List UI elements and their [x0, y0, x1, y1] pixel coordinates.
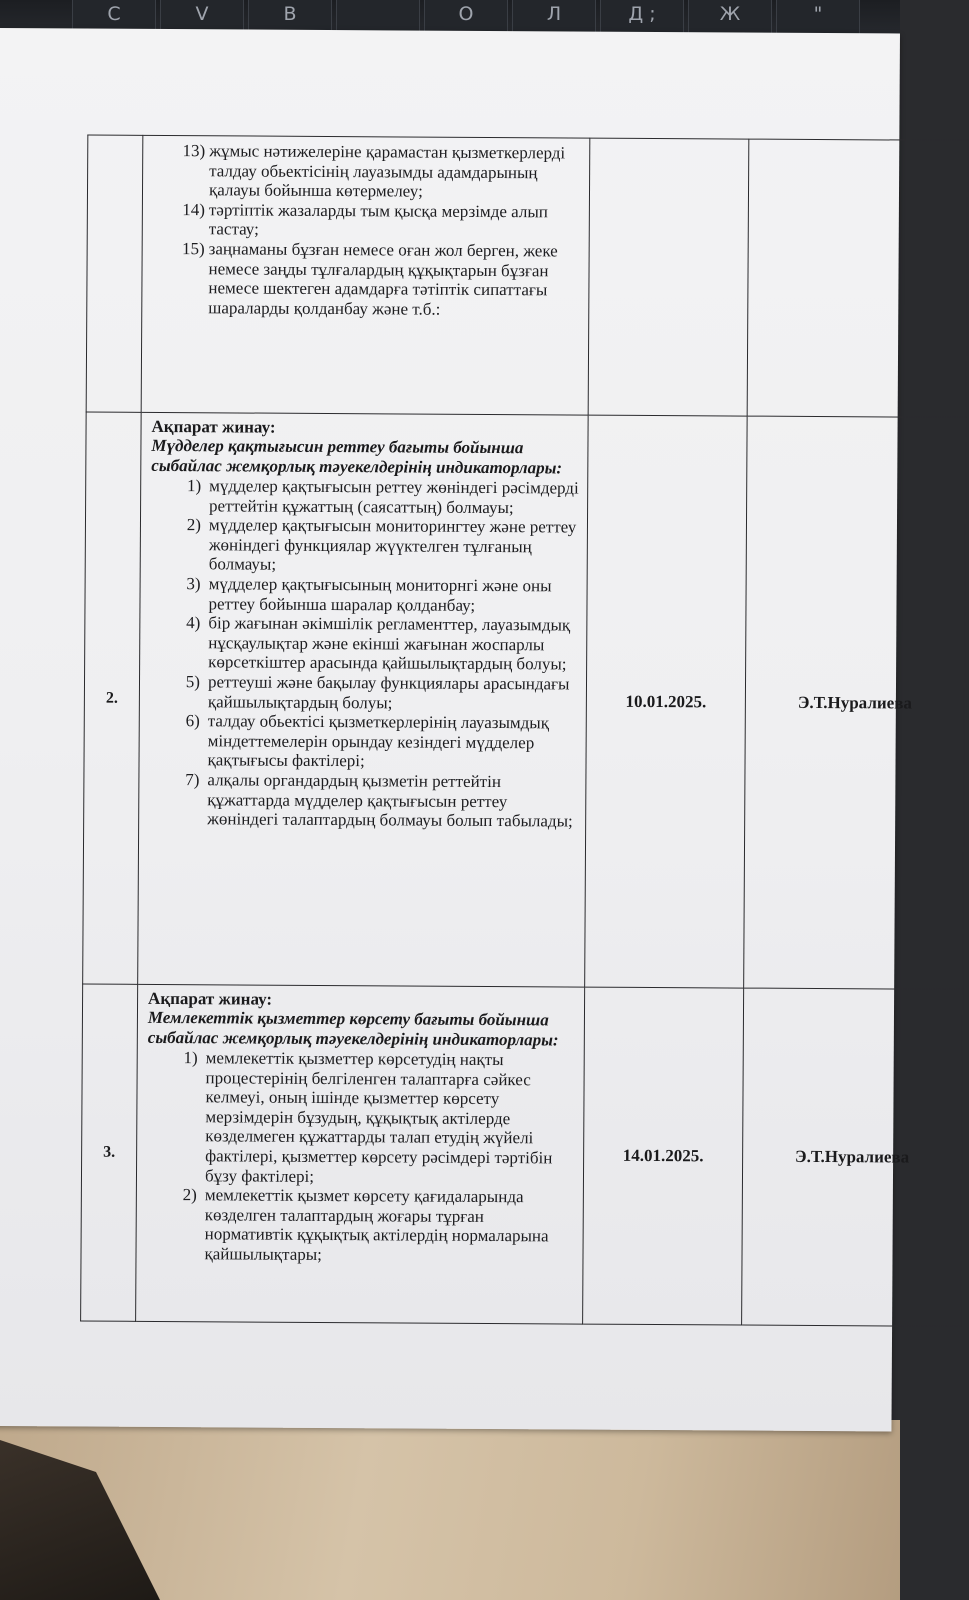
list-item: 1) мүдделер қақтығысын реттеу жөніндегі рәсімдерді реттейтін құжаттың (саясаттың) болмауы;	[186, 476, 579, 517]
table-row	[83, 412, 966, 989]
keyboard-key: Ж	[688, 0, 772, 42]
keyboard-key: О	[424, 0, 508, 42]
row-responsible: Э.Т.Нуралиева	[744, 416, 966, 989]
row-responsible: Э.Т.Нуралиева	[742, 988, 963, 1326]
list-item: 14) тәртіптік жазаларды тым қысқа мерзімде алып тастау;	[182, 199, 548, 239]
keyboard-key: "	[776, 0, 860, 42]
row-heading: Ақпарат жинау:	[151, 416, 276, 437]
indicator-list	[146, 1048, 575, 1266]
row-content	[138, 412, 588, 987]
row-subheading: Мүдделер қақтығысин реттеу бағыты бойынша сыбайлас жемқорлық тәуекелдерінің индикаторлары:	[151, 435, 563, 477]
list-item: 15) заңнаманы бұзған немесе оған жол берген, жеке немесе заңды тұлғалардың құқықтарын бұзған немесе шектеген адамдарға тәтіптік сипаттағы шараларды қолданбау және т.б.:	[181, 239, 558, 319]
row-number	[86, 135, 143, 412]
row-number: 2.	[83, 412, 141, 984]
keyboard-key: В	[248, 0, 332, 42]
row-number: 3.	[81, 984, 138, 1321]
row-responsible	[747, 139, 968, 417]
list-item: 3) мүдделер қақтығысының мониторнгі және оны реттеу бойынша шаралар қолданбау;	[186, 574, 552, 615]
row-content	[141, 135, 590, 415]
row-date: 10.01.2025.	[585, 415, 747, 988]
list-item: 2) мемлекеттік қызмет көрсету қағидаларында көзделген талаптардың жоғары тұрған нормативтік құқықтық актілердің нормаларына қайшылықтары;	[182, 1185, 549, 1264]
list-item: 5) реттеуші және бақылау функциялары арасындағы қайшылықтардың болуы;	[185, 672, 570, 712]
indicator-list	[149, 476, 579, 831]
list-item: 13) жұмыс нәтижелеріне қарамастан қызметкерлерді талдау обьектісінің лауазымды адамдарының қалауы бойынша көтермелеу;	[182, 141, 566, 201]
list-item: 2) мүдделер қақтығысын мониторингтеу және реттеу жөніндегі функциялар жүүктелген тұлғаның болмауы;	[186, 515, 577, 575]
row-date: 14.01.2025.	[583, 987, 744, 1325]
list-item: 7) алқалы органдардың қызметін реттейтін құжаттарда мүдделер қақтығысын реттеу жөніндегі талаптардың болмауы болып табылады;	[185, 770, 573, 831]
keyboard-key: Л	[512, 0, 596, 42]
row-heading: Ақпарат жинау:	[148, 988, 273, 1009]
table-row	[86, 135, 968, 417]
indicator-list	[152, 141, 581, 320]
table-row	[81, 984, 963, 1326]
list-item: 1) мемлекеттік қызметтер көрсетудің нақты процестерінің белгіленген талаптарға сәйкес келмеуі, оның ішінде қызметтер көрсету мерзімдерін бұзудың, құқықтық актілерде көзделмеген құжаттарды талап етудің жүйелі фактілері, қызметтер көрсету рәсімдері тәртібін бұзу фактілері;	[183, 1048, 553, 1186]
row-subheading: Мемлекеттік қызметтер көрсету бағыты бойынша сыбайлас жемқорлық тәуекелдерінің индикаторлары:	[147, 1007, 559, 1049]
document-page	[0, 28, 912, 1431]
row-date	[588, 138, 749, 416]
list-item: 6) талдау обьектісі қызметкерлерінің лауазымдық міндеттемелерін орындау кезіндегі мүдделер қақтығысы фактілері;	[185, 711, 550, 771]
list-item: 4) бір жағынан әкімшілік регламенттер, лауазымдық нұсқаулықтар және екінші жағынан жоспарлы көрсеткіштер арасында қайшылықтардың болуы;	[186, 613, 571, 674]
keyboard-key: V	[160, 0, 244, 42]
keyboard-key: Д ;	[600, 0, 684, 42]
keyboard-key: С	[72, 0, 156, 42]
row-content	[136, 984, 585, 1324]
plan-table	[80, 135, 968, 1327]
